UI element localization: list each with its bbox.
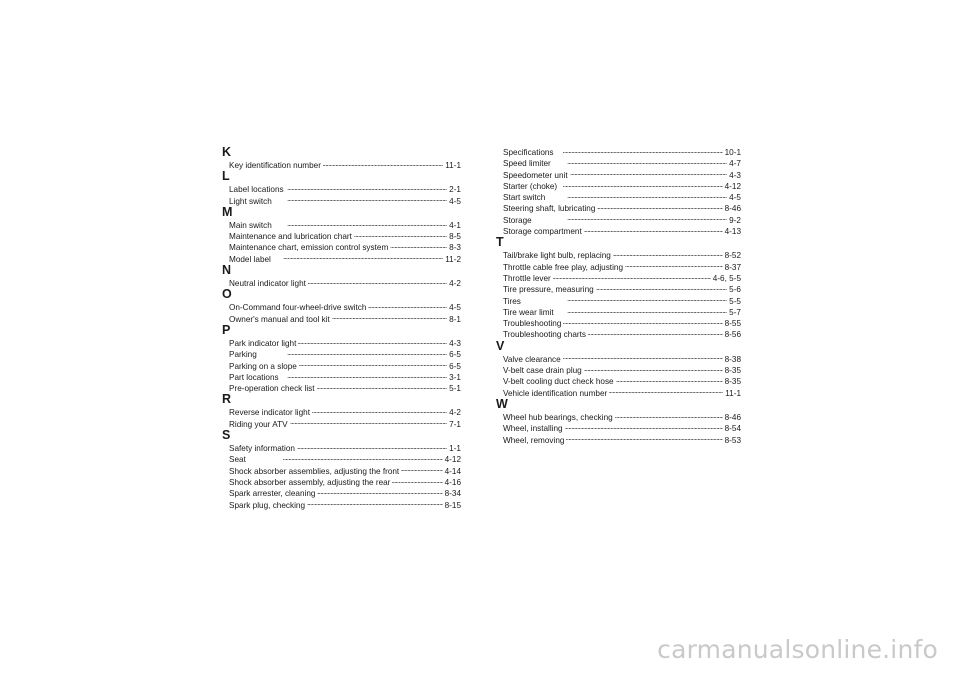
index-entry-label: Owner's manual and tool kit bbox=[229, 314, 330, 324]
index-entry-label: Safety information bbox=[229, 444, 295, 454]
dot-leader bbox=[588, 328, 723, 337]
index-letter-heading: M bbox=[222, 204, 233, 219]
index-entry[interactable] bbox=[222, 418, 461, 429]
dot-leader bbox=[323, 159, 443, 168]
index-letter-heading: S bbox=[222, 428, 231, 443]
index-column-right bbox=[496, 146, 741, 445]
dot-leader bbox=[401, 465, 442, 474]
index-entry-label: Parking on a slope bbox=[229, 361, 297, 371]
index-entry-page: 11-1 bbox=[445, 161, 461, 170]
index-entry-label: Spark plug, checking bbox=[229, 500, 306, 510]
index-entry[interactable] bbox=[496, 214, 741, 225]
index-entry[interactable] bbox=[222, 219, 461, 230]
index-entry-page: 8-37 bbox=[724, 262, 741, 272]
dot-leader bbox=[299, 360, 447, 369]
index-entry[interactable] bbox=[496, 169, 741, 180]
index-entry[interactable] bbox=[222, 313, 461, 324]
index-entry-label: Shock absorber assembly, adjusting the rear bbox=[229, 477, 391, 487]
index-entry-label: Steering shaft, lubricating bbox=[503, 204, 596, 214]
dot-leader bbox=[559, 180, 722, 189]
index-entry[interactable] bbox=[496, 375, 741, 386]
index-entry-page: 8-1 bbox=[449, 314, 461, 324]
index-entry-page: 4-5 bbox=[449, 303, 461, 313]
index-entry[interactable] bbox=[496, 295, 741, 306]
index-entry[interactable] bbox=[222, 406, 461, 417]
index-entry-page: 4-3 bbox=[729, 170, 741, 180]
index-entry-label: Speed limiter bbox=[503, 159, 551, 169]
site-watermark: carmanualsonline.info bbox=[657, 635, 938, 664]
index-entry-page: 8-5 bbox=[449, 232, 461, 242]
dot-leader bbox=[616, 375, 723, 384]
dot-leader bbox=[259, 348, 447, 357]
index-entry-page: 6-5 bbox=[449, 350, 461, 360]
index-entry[interactable] bbox=[222, 301, 461, 312]
index-entry-label: Valve clearance bbox=[503, 354, 561, 364]
index-entry-label: Tail/brake light bulb, replacing bbox=[503, 251, 611, 261]
index-letter-heading: V bbox=[496, 338, 505, 353]
index-entry-page: 4-12 bbox=[724, 181, 741, 191]
index-entry[interactable] bbox=[222, 195, 461, 206]
dot-leader bbox=[368, 301, 447, 310]
index-entry-page: 4-16 bbox=[444, 477, 461, 487]
index-entry[interactable] bbox=[222, 337, 461, 348]
dot-leader bbox=[615, 411, 723, 420]
index-letter-heading: P bbox=[222, 322, 231, 337]
index-letter-heading: T bbox=[496, 235, 504, 250]
index-entry-label: Key identification number bbox=[229, 161, 321, 170]
index-entry[interactable] bbox=[496, 202, 741, 213]
index-entry-label: Vehicle identification number bbox=[503, 388, 608, 398]
dot-leader bbox=[534, 214, 727, 223]
index-entry-label: Reverse indicator light bbox=[229, 408, 311, 418]
dot-leader bbox=[523, 295, 727, 304]
dot-leader bbox=[613, 249, 723, 258]
index-entry[interactable] bbox=[222, 183, 461, 194]
dot-leader bbox=[286, 183, 448, 192]
index-entry-page: 11-1 bbox=[725, 388, 741, 398]
index-entry[interactable] bbox=[496, 191, 741, 202]
index-entry-page: 8-52 bbox=[724, 251, 741, 261]
index-entry-page: 4-5 bbox=[449, 196, 461, 206]
index-entry-label: Maintenance and lubrication chart bbox=[229, 232, 352, 242]
index-entry[interactable] bbox=[222, 453, 461, 464]
dot-leader bbox=[290, 418, 448, 427]
index-letter-heading: L bbox=[222, 169, 230, 184]
index-entry-page: 4-13 bbox=[724, 227, 741, 237]
index-entry-label: Storage compartment bbox=[503, 227, 582, 237]
index-entry-page: 5-5 bbox=[729, 296, 741, 306]
index-entry[interactable] bbox=[496, 434, 741, 445]
index-entry[interactable] bbox=[496, 180, 741, 191]
index-entry[interactable] bbox=[496, 353, 741, 364]
index-entry-page: 1-1 bbox=[449, 444, 461, 454]
index-column-left bbox=[222, 146, 461, 510]
dot-leader bbox=[308, 277, 447, 286]
index-entry-page: 5-1 bbox=[449, 384, 461, 394]
index-entry[interactable] bbox=[222, 230, 461, 241]
index-entry-page: 8-55 bbox=[724, 319, 741, 329]
index-entry-page: 3-1 bbox=[449, 372, 461, 382]
dot-leader bbox=[390, 241, 447, 250]
dot-leader bbox=[392, 476, 442, 485]
index-entry-label: Throttle cable free play, adjusting bbox=[503, 262, 623, 272]
index-entry-label: Troubleshooting charts bbox=[503, 330, 586, 340]
index-entry[interactable] bbox=[222, 487, 461, 498]
dot-leader bbox=[553, 157, 727, 166]
index-entry-label: Tires bbox=[503, 296, 521, 306]
index-entry[interactable] bbox=[222, 360, 461, 371]
index-entry[interactable] bbox=[222, 277, 461, 288]
index-entry[interactable] bbox=[496, 411, 741, 422]
index-entry[interactable] bbox=[222, 241, 461, 252]
index-entry[interactable] bbox=[496, 317, 741, 328]
index-entry[interactable] bbox=[222, 465, 461, 476]
index-entry-page: 4-3 bbox=[449, 338, 461, 348]
index-entry[interactable] bbox=[496, 422, 741, 433]
index-entry[interactable] bbox=[222, 476, 461, 487]
index-entry-label: Maintenance chart, emission control system bbox=[229, 243, 389, 253]
index-entry-page: 9-2 bbox=[729, 215, 741, 225]
dot-leader bbox=[298, 337, 447, 346]
index-entry[interactable] bbox=[496, 283, 741, 294]
index-entry-page: 8-46 bbox=[724, 412, 741, 422]
index-entry-page: 11-2 bbox=[445, 254, 461, 264]
index-entry[interactable] bbox=[496, 272, 741, 283]
index-entry[interactable] bbox=[222, 159, 461, 170]
index-entry-label: Wheel, removing bbox=[503, 435, 565, 445]
index-entry[interactable] bbox=[222, 371, 461, 382]
index-entry-page: 6-5 bbox=[449, 361, 461, 371]
dot-leader bbox=[547, 191, 727, 200]
index-entry-label: Light switch bbox=[229, 196, 272, 206]
index-entry-page: 8-56 bbox=[724, 330, 741, 340]
index-entry-label: Park indicator light bbox=[229, 338, 297, 348]
dot-leader bbox=[273, 253, 443, 262]
index-entry-page: 8-3 bbox=[449, 243, 461, 253]
index-entry-page: 5-7 bbox=[729, 307, 741, 317]
index-entry-page: 8-34 bbox=[444, 489, 461, 499]
index-entry-page: 8-38 bbox=[724, 354, 741, 364]
index-entry-label: Starter (choke) bbox=[503, 181, 558, 191]
dot-leader bbox=[317, 382, 448, 391]
index-letter-heading: W bbox=[496, 396, 508, 411]
index-entry[interactable] bbox=[496, 225, 741, 236]
index-entry-label: Tire wear limit bbox=[503, 307, 554, 317]
index-entry[interactable] bbox=[496, 387, 741, 398]
index-entry-label: Neutral indicator light bbox=[229, 279, 306, 289]
index-letter-heading: R bbox=[222, 392, 232, 407]
dot-leader bbox=[563, 317, 722, 326]
index-entry-label: Seat bbox=[229, 455, 246, 465]
index-entry[interactable] bbox=[222, 253, 461, 264]
index-entry-label: Part locations bbox=[229, 372, 279, 382]
index-entry-label: Parking bbox=[229, 350, 257, 360]
index-entry-label: Troubleshooting bbox=[503, 319, 562, 329]
dot-leader bbox=[317, 487, 442, 496]
index-entry-page: 4-12 bbox=[444, 455, 461, 465]
index-entry-page: 4-2 bbox=[449, 408, 461, 418]
index-entry-page: 5-6 bbox=[729, 285, 741, 295]
index-entry-page: 8-35 bbox=[724, 377, 741, 387]
index-entry-label: Main switch bbox=[229, 220, 272, 230]
index-entry-page: 4-7 bbox=[729, 159, 741, 169]
index-entry[interactable] bbox=[496, 249, 741, 260]
dot-leader bbox=[354, 230, 447, 239]
index-entry-page: 8-54 bbox=[724, 424, 741, 434]
index-entry-label: Pre-operation check list bbox=[229, 384, 315, 394]
index-entry[interactable] bbox=[496, 306, 741, 317]
dot-leader bbox=[332, 313, 447, 322]
index-entry[interactable] bbox=[496, 364, 741, 375]
index-entry-label: Specifications bbox=[503, 148, 554, 157]
index-entry-label: V-belt case drain plug bbox=[503, 366, 582, 376]
index-entry-page: 8-15 bbox=[444, 500, 461, 510]
index-entry[interactable] bbox=[496, 146, 741, 157]
index-entry-page: 7-1 bbox=[449, 419, 461, 429]
index-entry-label: Tire pressure, measuring bbox=[503, 285, 594, 295]
index-entry-page: 4-5 bbox=[729, 193, 741, 203]
dot-leader bbox=[609, 387, 723, 396]
dot-leader bbox=[312, 406, 447, 415]
dot-leader bbox=[556, 306, 728, 315]
dot-leader bbox=[596, 283, 727, 292]
dot-leader bbox=[584, 225, 723, 234]
index-entry-page: 4-1 bbox=[449, 220, 461, 230]
dot-leader bbox=[566, 434, 722, 443]
index-entry-page: 4-14 bbox=[444, 466, 461, 476]
index-entry-label: Wheel hub bearings, checking bbox=[503, 412, 613, 422]
index-entry[interactable] bbox=[222, 348, 461, 359]
index-entry-page: 2-1 bbox=[449, 185, 461, 195]
index-letter-heading: N bbox=[222, 263, 232, 278]
index-letter-heading: O bbox=[222, 287, 232, 302]
index-entry-page: 10-1 bbox=[724, 148, 741, 157]
dot-leader bbox=[597, 202, 722, 211]
index-entry-page: 8-46 bbox=[724, 204, 741, 214]
dot-leader bbox=[281, 371, 448, 380]
dot-leader bbox=[570, 169, 728, 178]
dot-leader bbox=[248, 453, 443, 462]
dot-leader bbox=[584, 364, 723, 373]
index-entry[interactable] bbox=[222, 499, 461, 510]
dot-leader bbox=[625, 261, 723, 270]
index-entry-label: Riding your ATV bbox=[229, 419, 288, 429]
index-entry-page: 4-2 bbox=[449, 279, 461, 289]
index-entry-label: Shock absorber assemblies, adjusting the front bbox=[229, 466, 400, 476]
index-entry[interactable] bbox=[222, 442, 461, 453]
dot-leader bbox=[274, 195, 447, 204]
index-entry-label: Storage bbox=[503, 215, 532, 225]
index-entry-label: Wheel, installing bbox=[503, 424, 563, 434]
index-entry-label: Model label bbox=[229, 254, 271, 264]
dot-leader bbox=[553, 272, 711, 281]
index-entry[interactable] bbox=[496, 261, 741, 272]
index-entry[interactable] bbox=[496, 157, 741, 168]
dot-leader bbox=[563, 353, 723, 362]
index-entry-label: On-Command four-wheel-drive switch bbox=[229, 303, 367, 313]
index-entry-label: V-belt cooling duct check hose bbox=[503, 377, 614, 387]
index-entry-label: Label locations bbox=[229, 185, 284, 195]
index-entry-label: Spark arrester, cleaning bbox=[229, 489, 316, 499]
index-entry-label: Speedometer unit bbox=[503, 170, 568, 180]
index-entry[interactable] bbox=[496, 328, 741, 339]
index-entry-label: Start switch bbox=[503, 193, 546, 203]
dot-leader bbox=[307, 499, 443, 508]
dot-leader bbox=[565, 422, 723, 431]
index-entry-page: 8-53 bbox=[724, 435, 741, 445]
index-entry[interactable] bbox=[222, 382, 461, 393]
dot-leader bbox=[297, 442, 447, 451]
dot-leader bbox=[274, 219, 447, 228]
dot-leader bbox=[556, 146, 723, 155]
index-entry-label: Throttle lever bbox=[503, 273, 551, 283]
index-entry-page: 4-6, 5-5 bbox=[712, 273, 741, 283]
index-entry-page: 8-35 bbox=[724, 366, 741, 376]
index-letter-heading: K bbox=[222, 145, 232, 159]
